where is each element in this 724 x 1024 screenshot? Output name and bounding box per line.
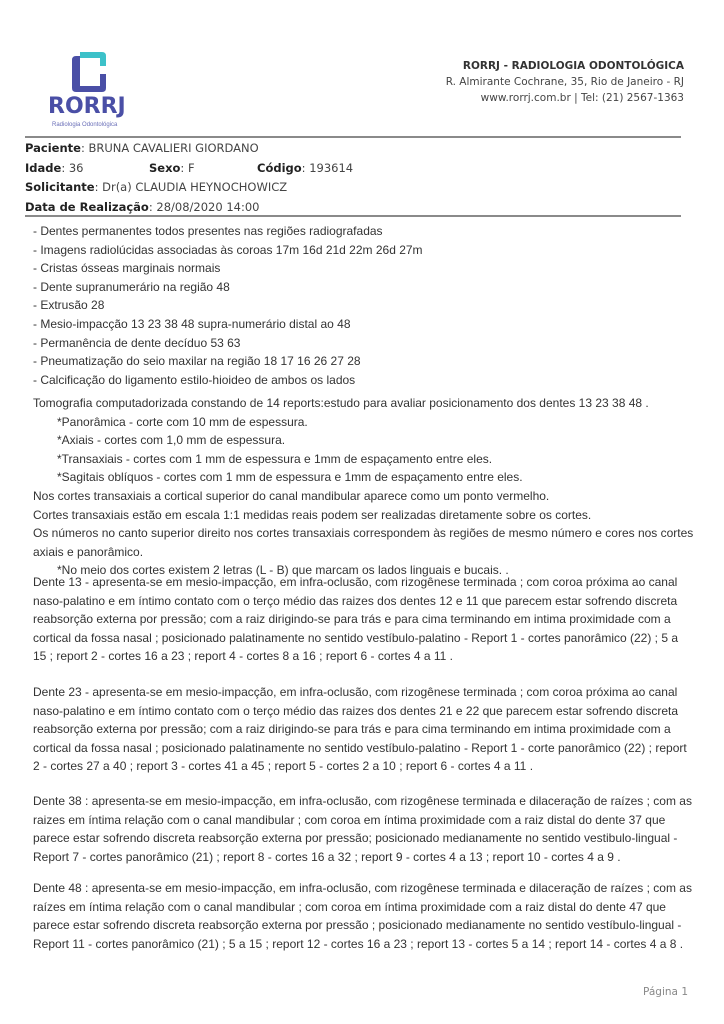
code-value: 193614: [309, 160, 354, 175]
patient-name-label: Paciente: [25, 141, 81, 155]
report-line: raízes em íntima relação com o canal mandibular ; com coroa em íntima proximidade com a raiz distal do dente 47 que: [33, 899, 666, 914]
report-line: Dente 23 - apresenta-se em mesio-impacção, em infra-oclusão, com rizogênese terminada ; com coroa próxima ao canal: [33, 685, 678, 699]
sex-value: F: [187, 160, 195, 175]
finding-item: - Cristas ósseas marginais normais: [33, 261, 221, 276]
logo-mark-icon: [66, 48, 110, 94]
report-line: Dente 38 : apresenta-se em mesio-impacção, em infra-oclusão, com rizogênese terminada e dilaceração de raízes ; com as: [33, 794, 692, 808]
requester-label: Solicitante: [25, 180, 95, 195]
tomography-line: Cortes transaxiais estão em escala 1:1 medidas reais podem ser realizadas diretamente sobre os cortes.: [33, 507, 592, 522]
patient-info: [25, 139, 353, 217]
tomography-line: Os números no canto superior direito nos cortes transaxiais correspondem às regiões de mesmo número e cores nos cortes: [33, 526, 694, 541]
patient-divider: [25, 215, 681, 217]
findings-list: [33, 222, 423, 389]
exam-date-value: 28/08/2020 14:00: [156, 199, 260, 214]
organization-name: RORRJ - RADIOLOGIA ODONTOLÓGICA: [462, 60, 684, 72]
report-line: 15 ; report 2 - cortes 16 a 23 ; report 4 - cortes 8 a 16 ; report 6 - cortes 4 a 11 .: [33, 649, 453, 664]
sex-label: Sexo: [149, 160, 181, 175]
header-divider: [25, 136, 681, 138]
report-line: naso-palatino e em íntimo contato com o terço médio das raizes dos dentes 21 e 22 que parecem estar sofrendo discreta: [33, 703, 679, 718]
report-line: Report 11 - cortes panorâmico (21) ; 5 a 15 ; report 12 - cortes 16 a 23 ; report 13 - cortes 5 a 14 ; report 14 - cortes 4 a 8 .: [33, 936, 684, 951]
report-line: 2 - cortes 27 a 40 ; report 3 - cortes 41 a 45 ; report 5 - cortes 2 a 10 ; report 6 - cortes 4 a 11 .: [33, 759, 534, 774]
tomography-line: axiais e panorâmico.: [33, 544, 144, 559]
finding-item: - Mesio-impacção 13 23 38 48 supra-numerário distal ao 48: [33, 316, 351, 331]
page-number: Página 1: [643, 986, 688, 998]
report-line: Report 7 - cortes panorâmico (21) ; report 8 - cortes 16 a 32 ; report 9 - cortes 4 a 13 ; report 10 - cortes 4 a 9 .: [33, 849, 621, 864]
finding-item: - Extrusão 28: [33, 298, 105, 313]
tomography-line: *Panorâmica - corte com 10 mm de espessura.: [57, 414, 308, 429]
tooth-23-report: [33, 683, 687, 776]
tomography-line: Tomografia computadorizada constando de 14 reports:estudo para avaliar posicionamento dos dentes 13 23 38 48 .: [33, 396, 649, 410]
finding-item: - Permanência de dente decíduo 53 63: [33, 335, 241, 350]
tomography-line: *Sagitais oblíquos - cortes com 1 mm de espessura e 1mm de espaçamento entre eles.: [57, 470, 523, 485]
report-line: Dente 48 : apresenta-se em mesio-impacção, em infra-oclusão, com rizogênese terminada e dilaceração de raízes ; com as: [33, 881, 692, 895]
tooth-13-report: [33, 573, 678, 666]
tooth-38-report: [33, 792, 692, 866]
organization-address: R. Almirante Cochrane, 35, Rio de Janeiro - RJ: [445, 76, 684, 88]
tomography-line: Nos cortes transaxiais a cortical superior do canal mandibular aparece como um ponto vermelho.: [33, 488, 550, 503]
report-line: reabsorção externa por pressão; com a raiz dirigindo-se para trás e para cima terminando em intima proximidade com a: [33, 612, 671, 627]
finding-item: - Imagens radiolúcidas associadas às coroas 17m 16d 21d 22m 26d 27m: [33, 242, 423, 257]
finding-item: - Dente supranumerário na região 48: [33, 279, 230, 294]
tooth-48-report: [33, 879, 692, 953]
finding-item: - Dentes permanentes todos presentes nas regiões radiografadas: [33, 224, 383, 238]
patient-name-row: Paciente: BRUNA CAVALIERI GIORDANO: [25, 141, 259, 155]
logo-name: RORRJ: [48, 94, 126, 119]
rorrj-logo: [48, 44, 148, 134]
tomography-line: *Axiais - cortes com 1,0 mm de espessura.: [57, 433, 286, 448]
report-line: raizes em íntima relação com o canal mandibular ; com coroa em íntima proximidade com a raiz distal do dente 37 que: [33, 812, 666, 827]
age-label: Idade: [25, 160, 62, 175]
logo-subtitle: Radiologia Odontológica: [52, 122, 118, 128]
report-line: naso-palatino e em íntimo contato com o terço médio das raizes dos dentes 12 e 11 que parecem estar sofrendo discreta: [33, 593, 678, 608]
requester-row: Solicitante: Dr(a) CLAUDIA HEYNOCHOWICZ: [25, 180, 288, 195]
tomography-description: [33, 394, 693, 580]
report-line: reabsorção externa por pressão; com a raiz dirigindo-se para trás e para cima terminando em intima proximidade com a: [33, 722, 671, 737]
patient-details-row: Idade: 36 Sexo: F Código: 193614: [25, 160, 354, 175]
age-value: 36: [68, 160, 84, 175]
report-line: Dente 13 - apresenta-se em mesio-impacção, em infra-oclusão, com rizogênese terminada ; com coroa próxima ao canal: [33, 575, 678, 589]
exam-date-row: Data de Realização: 28/08/2020 14:00: [25, 199, 260, 214]
report-line: cortical da fossa nasal ; posicionado palatinamente no sentido vestíbulo-palatino - Report 1 - cortes panorâmico (22) ; 5 a: [33, 630, 679, 645]
code-label: Código: [257, 160, 302, 175]
organization-contact: www.rorrj.com.br | Tel: (21) 2567-1363: [480, 92, 684, 104]
tomography-line: *Transaxiais - cortes com 1 mm de espessura e 1mm de espaçamento entre eles.: [57, 451, 493, 466]
report-line: cortical da fossa nasal ; posicionado palatinamente no sentido vestíbulo-palatino - Report 1 - corte panorâmico (22) ; report: [33, 740, 687, 755]
requester-value: Dr(a) CLAUDIA HEYNOCHOWICZ: [102, 180, 288, 195]
exam-date-label: Data de Realização: [25, 199, 149, 214]
organization-info: [446, 58, 684, 106]
report-line: parece estar sofrendo discreta reabsorção externa por pressão; posicionado medianamente no sentido vestibulo-lingual -: [33, 831, 678, 846]
finding-item: - Calcificação do ligamento estilo-hioideo de ambos os lados: [33, 372, 356, 387]
finding-item: - Pneumatização do seio maxilar na região 18 17 16 26 27 28: [33, 354, 361, 369]
patient-name: BRUNA CAVALIERI GIORDANO: [88, 141, 259, 155]
report-line: parece estar sofrendo discreta reabsorção externa por pressão ; posicionado medianamente no sentido vestíbulo-lingual -: [33, 918, 682, 933]
tomography-line: *No meio dos cortes existem 2 letras (L - B) que marcam os lados linguais e bucais. .: [57, 563, 509, 578]
